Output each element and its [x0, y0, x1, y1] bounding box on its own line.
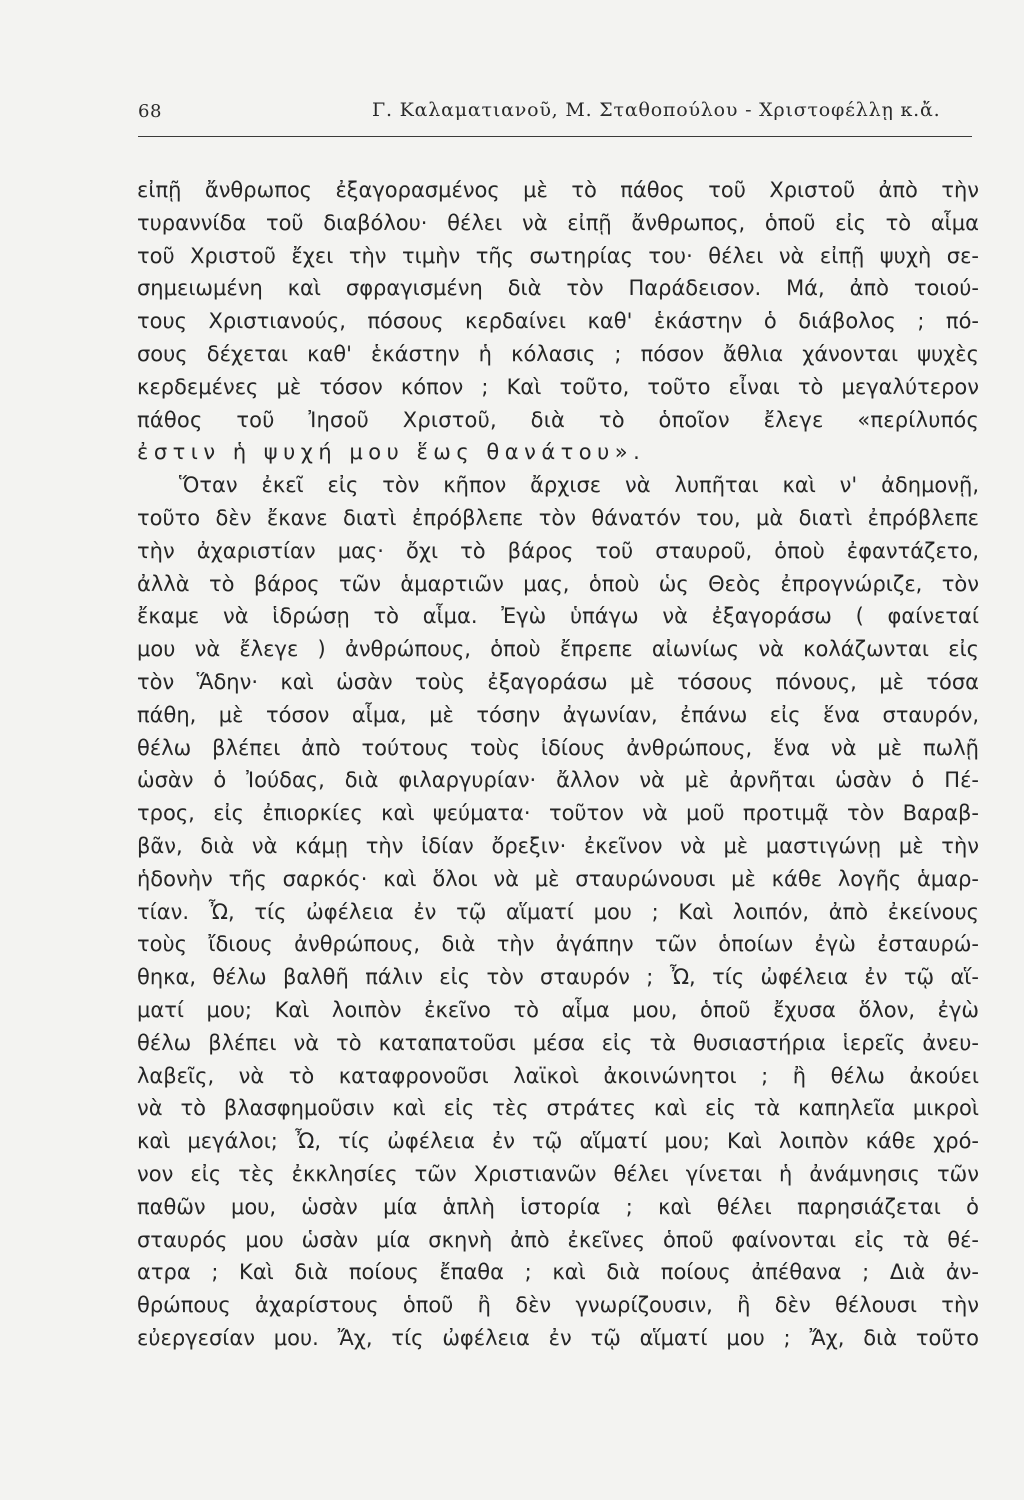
text-line: ατρα ; Καὶ διὰ ποίους ἔπαθα ; καὶ διὰ ποίους ἀπέθανα ; Διὰ ἀν- [137, 1260, 979, 1285]
text-line: θρώπους ἀχαρίστους ὁποῦ ἢ δὲν γνωρίζουσιν, ἢ δὲν θέλουσι τὴν [137, 1293, 979, 1318]
text-line: τυραννίδα τοῦ διαβόλου· θέλει νὰ εἰπῇ ἄνθρωπος, ὁποῦ εἰς τὸ αἷμα [137, 210, 979, 235]
text-line: νὰ τὸ βλασφημοῦσιν καὶ εἰς τὲς στράτες καὶ εἰς τὰ καπηλεῖα μικροὶ [137, 1096, 979, 1121]
text-line: νον εἰς τὲς ἐκκλησίες τῶν Χριστιανῶν θέλει γίνεται ἡ ἀνάμνησις τῶν [137, 1161, 979, 1186]
text-line: τους Χριστιανούς, πόσους κερδαίνει καθ' ἑκάστην ὁ διάβολος ; πό- [137, 309, 979, 334]
text-line: τοῦτο δὲν ἔκανε διατὶ ἐπρόβλεπε τὸν θάνατόν του, μὰ διατὶ ἐπρόβλεπε [137, 505, 979, 530]
text-line: σους δέχεται καθ' ἑκάστην ἡ κόλασις ; πόσον ἄθλια χάνονται ψυχὲς [137, 341, 979, 366]
text-line: ματί μου; Καὶ λοιπὸν ἐκεῖνο τὸ αἷμα μου, ὁποῦ ἔχυσα ὅλον, ἐγὼ [137, 997, 979, 1022]
text-line: πάθη, μὲ τόσον αἷμα, μὲ τόσην ἀγωνίαν, ἐπάνω εἰς ἕνα σταυρόν, [137, 702, 979, 727]
text-line: ἔκαμε νὰ ἱδρώσῃ τὸ αἷμα. Ἐγὼ ὑπάγω νὰ ἐξαγοράσω ( φαίνεταί [137, 604, 979, 629]
text-line: σταυρός μου ὡσὰν μία σκηνὴ ἀπὸ ἐκεῖνες ὁποῦ φαίνονται εἰς τὰ θέ- [137, 1227, 979, 1252]
text-line: βᾶν, διὰ νὰ κάμῃ τὴν ἰδίαν ὄρεξιν· ἐκεῖνον νὰ μὲ μαστιγώνῃ μὲ τὴν [137, 833, 979, 858]
text-line: κερδεμένες μὲ τόσον κόπον ; Καὶ τοῦτο, τοῦτο εἶναι τὸ μεγαλύτερον [137, 374, 979, 399]
text-line: σημειωμένη καὶ σφραγισμένη διὰ τὸν Παράδεισον. Μά, ἀπὸ τοιού- [137, 276, 979, 301]
text-line: λαβεῖς, νὰ τὸ καταφρονοῦσι λαϊκοὶ ἀκοινώνητοι ; ἢ θέλω ἀκούει [137, 1063, 979, 1088]
text-line: θηκα, θέλω βαλθῆ πάλιν εἰς τὸν σταυρόν ; Ὦ, τίς ὠφέλεια ἐν τῷ αἵ- [137, 965, 979, 990]
text-line: τὴν ἀχαριστίαν μας· ὄχι τὸ βάρος τοῦ σταυροῦ, ὁποὺ ἐφαντάζετο, [137, 538, 979, 563]
body-text [137, 174, 979, 1355]
header-rule [138, 136, 972, 137]
page-header [138, 99, 972, 135]
text-line: θέλω βλέπει νὰ τὸ καταπατοῦσι μέσα εἰς τὰ θυσιαστήρια ἱερεῖς ἀνευ- [137, 1030, 979, 1055]
page-number: 68 [138, 101, 162, 122]
text-line: τρος, εἰς ἐπιορκίες καὶ ψεύματα· τοῦτον νὰ μοῦ προτιμᾷ τὸν Βαραβ- [137, 801, 979, 826]
paragraph-start: Ὅταν ἐκεῖ εἰς τὸν κῆπον ἄρχισε νὰ λυπῆται καὶ ν' ἀδημονῇ, [179, 473, 979, 498]
text-line: τίαν. Ὦ, τίς ὠφέλεια ἐν τῷ αἵματί μου ; Καὶ λοιπόν, ἀπὸ ἐκείνους [137, 899, 979, 924]
text-line: τοῦ Χριστοῦ ἔχει τὴν τιμὴν τῆς σωτηρίας του· θέλει νὰ εἰπῇ ψυχὴ σε- [137, 243, 979, 268]
text-line: εὐεργεσίαν μου. Ἄχ, τίς ὠφέλεια ἐν τῷ αἵματί μου ; Ἄχ, διὰ τοῦτο [137, 1325, 979, 1350]
text-line: καὶ μεγάλοι; Ὦ, τίς ὠφέλεια ἐν τῷ αἵματί μου; Καὶ λοιπὸν κάθε χρό- [137, 1129, 979, 1154]
text-line: τὸν Ἅδην· καὶ ὡσὰν τοὺς ἐξαγοράσω μὲ τόσους πόνους, μὲ τόσα [137, 669, 979, 694]
text-line: μου νὰ ἔλεγε ) ἀνθρώπους, ὁποὺ ἔπρεπε αἰωνίως νὰ κολάζωνται εἰς [137, 637, 979, 662]
running-head: Γ. Καλαματιανοῦ, Μ. Σταθοπούλου - Χριστοφέλλῃ κ.ἄ. [372, 99, 941, 121]
text-line: τοὺς ἴδιους ἀνθρώπους, διὰ τὴν ἀγάπην τῶν ὁποίων ἐγὼ ἐσταυρώ- [137, 932, 979, 957]
text-line: εἰπῇ ἄνθρωπος ἐξαγορασμένος μὲ τὸ πάθος τοῦ Χριστοῦ ἀπὸ τὴν [137, 178, 979, 202]
text-line: θέλω βλέπει ἀπὸ τούτους τοὺς ἰδίους ἀνθρώπους, ἕνα νὰ μὲ πωλῇ [137, 735, 979, 760]
text-line-quote-end: ἐστιν ἡ ψυχή μου ἕως θανάτου». [137, 440, 646, 465]
text-line: ἀλλὰ τὸ βάρος τῶν ἁμαρτιῶν μας, ὁποὺ ὡς Θεὸς ἐπρογνώριζε, τὸν [137, 571, 979, 596]
text-line: πάθος τοῦ Ἰησοῦ Χριστοῦ, διὰ τὸ ὁποῖον ἔλεγε «περίλυπός [137, 407, 979, 432]
text-line: παθῶν μου, ὡσὰν μία ἁπλὴ ἱστορία ; καὶ θέλει παρησιάζεται ὁ [137, 1194, 979, 1219]
text-line: ἡδονὴν τῆς σαρκός· καὶ ὅλοι νὰ μὲ σταυρώνουσι μὲ κάθε λογῆς ἁμαρ- [137, 866, 979, 891]
text-line: ὡσὰν ὁ Ἰούδας, διὰ φιλαργυρίαν· ἄλλον νὰ μὲ ἀρνῆται ὡσὰν ὁ Πέ- [137, 768, 979, 793]
